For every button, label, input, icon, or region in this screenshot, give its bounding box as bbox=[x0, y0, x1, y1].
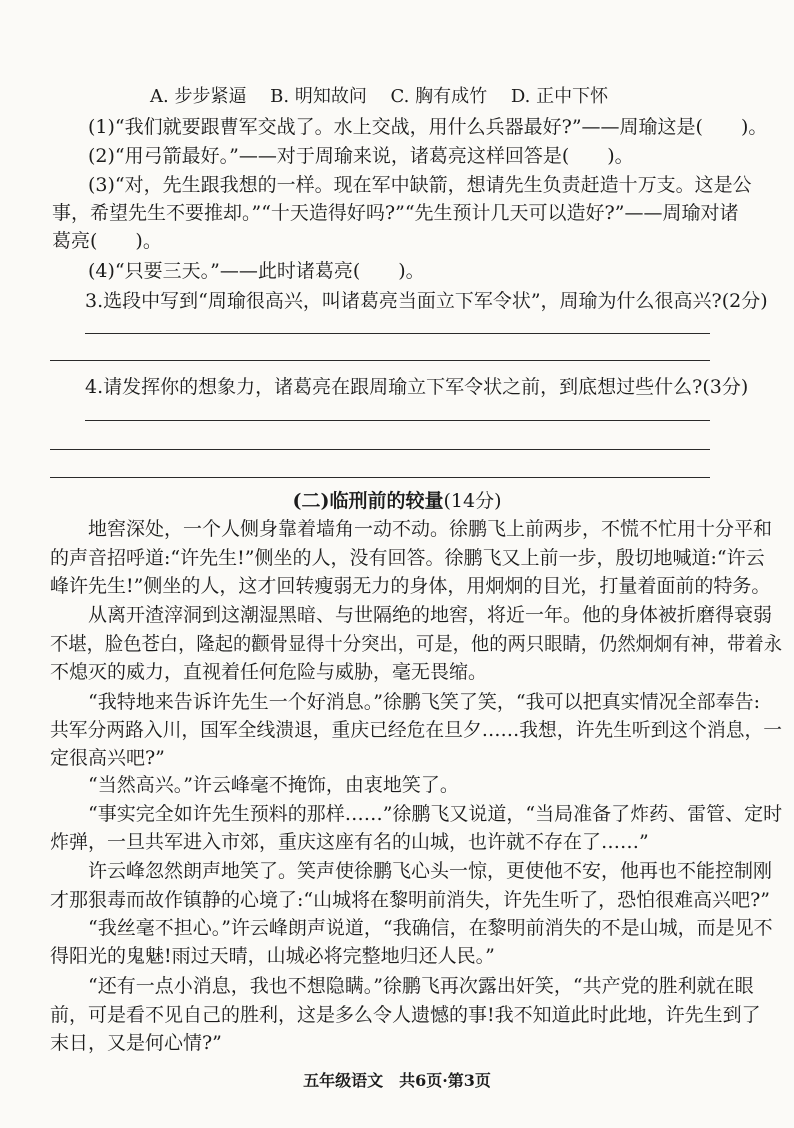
passage-line: 共军分两路入川，国军全线溃退，重庆已经危在旦夕……我想，许先生听到这个消息，一 bbox=[50, 719, 783, 741]
question-2-item-4: (4)“只要三天。”——此时诸葛亮( )。 bbox=[88, 260, 425, 282]
question-2-item-1: (1)“我们就要跟曹军交战了。水上交战，用什么兵器最好?”——周瑜这是( )。 bbox=[88, 116, 768, 138]
passage-line: 前，可是看不见自己的胜利，这是多么令人遗憾的事!我不知道此时此地，许先生到了 bbox=[50, 1004, 761, 1026]
question-2-item-3-cont: 事，希望先生不要推却。”“十天造得好吗?”“先生预计几天可以造好?”——周瑜对诸 bbox=[52, 202, 739, 224]
passage-line: 不堪，脸色苍白，隆起的颧骨显得十分突出，可是，他的两只眼睛，仍然炯炯有神，带着永 bbox=[50, 633, 783, 655]
passage-line: 从离开渣滓洞到这潮湿黑暗、与世隔绝的地窖，将近一年。他的身体被折磨得衰弱 bbox=[50, 604, 773, 626]
page-footer: 五年级语文 共6页·第3页 bbox=[303, 1071, 491, 1090]
answer-line[interactable] bbox=[50, 360, 710, 361]
passage-line: “当然高兴。”许云峰毫不掩饰，由衷地笑了。 bbox=[50, 774, 459, 796]
question-2-item-3-end: 葛亮( )。 bbox=[52, 230, 162, 252]
passage-line: “事实完全如许先生预料的那样……”徐鹏飞又说道，“当局准备了炸药、雷管、定时 bbox=[50, 803, 783, 825]
question-4: 4.请发挥你的想象力，诸葛亮在跟周瑜立下军令状之前，到底想过些什么?(3分) bbox=[85, 376, 749, 398]
question-2-item-3: (3)“对，先生跟我想的一样。现在军中缺箭，想请先生负责赶造十万支。这是公 bbox=[88, 174, 752, 196]
passage-line: 峰许先生!”侧坐的人，这才回转瘦弱无力的身体，用炯炯的目光，打量着面前的特务。 bbox=[50, 575, 771, 597]
answer-line[interactable] bbox=[50, 449, 710, 450]
passage-line: 末日，又是何心情?” bbox=[50, 1032, 222, 1054]
section-title bbox=[0, 489, 794, 513]
section-title-text: (二)临刑前的较量 bbox=[292, 490, 444, 512]
question-3: 3.选段中写到“周瑜很高兴，叫诸葛亮当面立下军令状”，周瑜为什么很高兴?(2分) bbox=[85, 290, 768, 312]
passage-line: 许云峰忽然朗声地笑了。笑声使徐鹏飞心头一惊，更使他不安，他再也不能控制刚 bbox=[50, 860, 773, 882]
passage-line: 炸弹，一旦共军进入市郊，重庆这座有名的山城，也许就不存在了……” bbox=[50, 831, 649, 853]
answer-line[interactable] bbox=[85, 333, 710, 334]
passage-line: 不熄灭的威力，直视着任何危险与威胁，毫无畏缩。 bbox=[50, 661, 488, 683]
passage-line: 得阳光的鬼魅!雨过天晴，山城必将完整地归还人民。” bbox=[50, 945, 495, 967]
passage-line: “我特地来告诉许先生一个好消息。”徐鹏飞笑了笑，“我可以把真实情况全部奉告: bbox=[50, 691, 761, 713]
answer-options: A. 步步紧逼 B. 明知故问 C. 胸有成竹 D. 正中下怀 bbox=[150, 86, 609, 107]
question-2-item-2: (2)“用弓箭最好。”——对于周瑜来说，诸葛亮这样回答是( )。 bbox=[88, 145, 634, 167]
passage-line: 才那狠毒而故作镇静的心境了:“山城将在黎明前消失，许先生听了，恐怕很难高兴吧?” bbox=[50, 889, 771, 911]
answer-line[interactable] bbox=[50, 477, 710, 478]
passage-line: 定很高兴吧?” bbox=[50, 747, 165, 769]
passage-line: 的声音招呼道:“许先生!”侧坐的人，没有回答。徐鹏飞又上前一步，殷切地喊道:“许云 bbox=[50, 547, 765, 569]
passage-line: “还有一点小消息，我也不想隐瞒。”徐鹏飞再次露出奸笑，“共产党的胜利就在眼 bbox=[50, 975, 754, 997]
section-score: (14分) bbox=[443, 490, 502, 512]
answer-line[interactable] bbox=[85, 420, 710, 421]
passage-line: 地窖深处，一个人侧身靠着墙角一动不动。徐鹏飞上前两步，不慌不忙用十分平和 bbox=[50, 518, 773, 540]
passage-line: “我丝毫不担心。”许云峰朗声说道，“我确信，在黎明前消失的不是山城，而是见不 bbox=[50, 917, 773, 939]
